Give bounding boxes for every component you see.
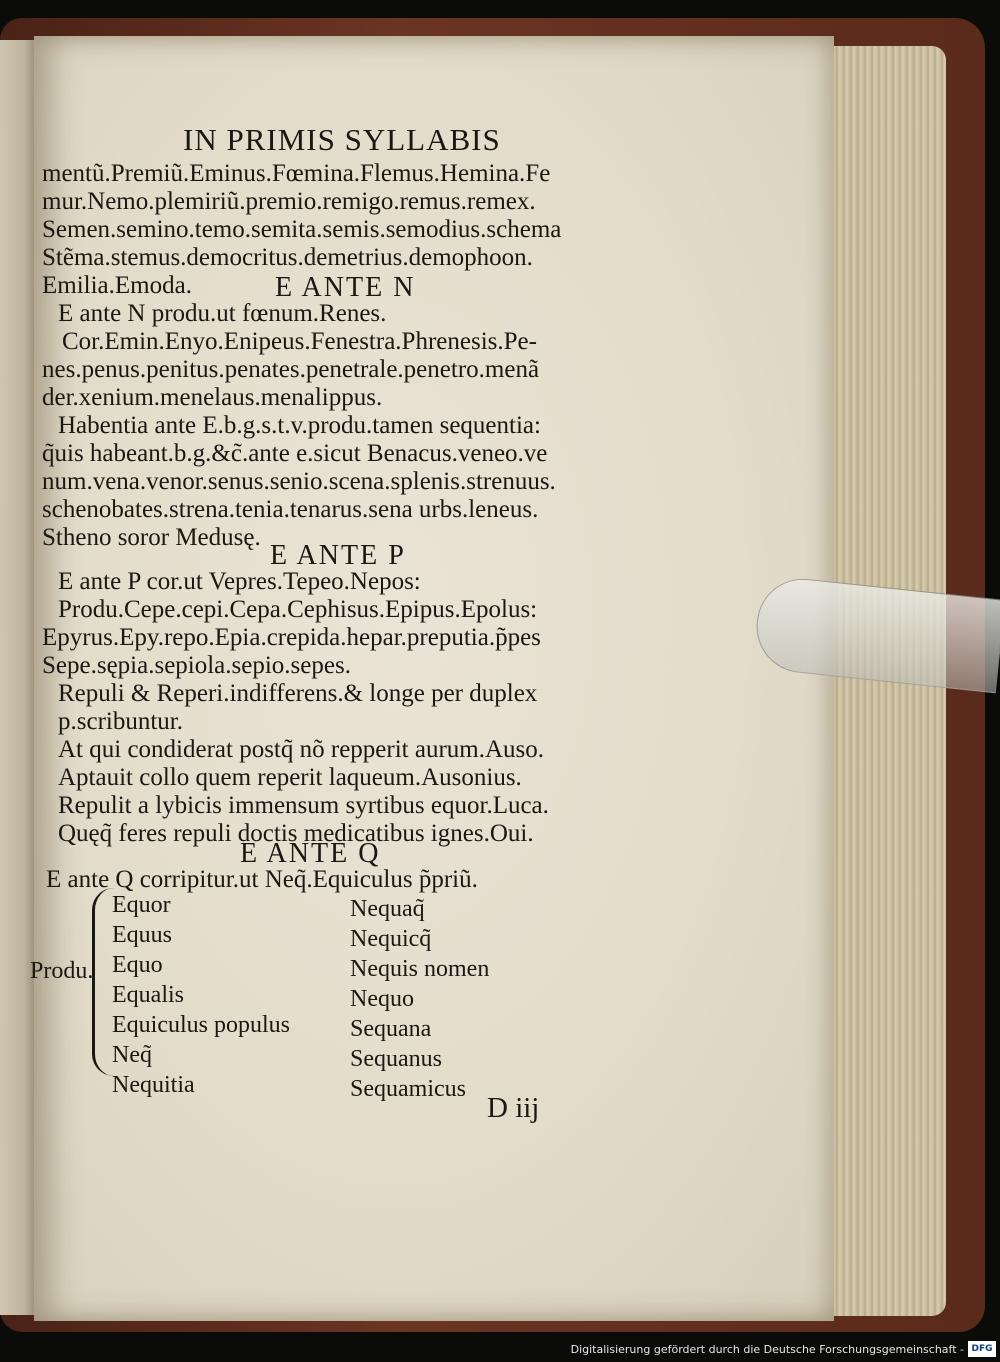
text-line: Produ.Cepe.cepi.Cepa.Cephisus.Epipus.Epolus:: [58, 596, 538, 623]
list-item: Equo: [112, 952, 163, 978]
text-line: Sepe.sępia.sepiola.sepio.sepes.: [42, 652, 351, 679]
dfg-logo: DFG: [968, 1341, 996, 1357]
text-line: Epyrus.Epy.repo.Epia.crepida.hepar.preputia.p̃pes: [42, 624, 541, 651]
list-item: Equus: [112, 922, 172, 948]
text-line: Emilia.Emoda.: [42, 272, 192, 299]
list-item: Nequaq̃: [350, 896, 425, 922]
list-item: Equor: [112, 892, 171, 918]
footer-credit: Digitalisierung gefördert durch die Deutsche Forschungsgemeinschaft -: [570, 1343, 964, 1356]
text-line: schenobates.strena.tenia.tenarus.sena urbs.leneus.: [42, 496, 539, 523]
text-line: E ante N produ.ut fœnum.Renes.: [58, 300, 387, 327]
text-line: Stheno soror Medusę.: [42, 524, 261, 551]
text-line: nes.penus.penitus.penates.penetrale.penetro.menã: [42, 356, 540, 383]
list-item: Sequamicus: [350, 1076, 466, 1102]
list-item: Nequo: [350, 986, 414, 1012]
text-line: Quęq̃ feres repuli doctis medicatibus ignes.Oui.: [58, 820, 534, 847]
list-item: Sequanus: [350, 1046, 442, 1072]
produ-label: Produ.: [30, 958, 94, 984]
text-line: mur.Nemo.plemiriũ.premio.remigo.remus.remex.: [42, 188, 536, 215]
word-column-left: [112, 890, 290, 1100]
list-item: Sequana: [350, 1016, 432, 1042]
list-item: Equalis: [112, 982, 184, 1008]
text-line: q̃uis habeant.b.g.&c̃.ante e.sicut Benacus.veneo.ve: [42, 440, 548, 467]
list-item: Neq̃: [112, 1042, 152, 1068]
text-line: Stẽma.stemus.democritus.demetrius.demophoon.: [42, 244, 533, 271]
text-line: Habentia ante E.b.g.s.t.v.produ.tamen sequentia:: [58, 412, 541, 439]
text-line: Semen.semino.temo.semita.semis.semodius.schema: [42, 216, 562, 243]
text-line: Cor.Emin.Enyo.Enipeus.Fenestra.Phrenesis.Pe-: [62, 328, 537, 355]
section-heading: E ANTE P: [270, 540, 406, 571]
section-heading: E ANTE Q: [240, 838, 381, 869]
list-item: Equiculus populus: [112, 1012, 290, 1038]
text-line: Repulit a lybicis immensum syrtibus equor.Luca.: [58, 792, 549, 819]
text-line: Repuli & Reperi.indifferens.& longe per duplex: [58, 680, 538, 707]
text-line: der.xenium.menelaus.menalippus.: [42, 384, 383, 411]
text-line: p.scribuntur.: [58, 708, 183, 735]
text-line: num.vena.venor.senus.senio.scena.splenis.strenuus.: [42, 468, 556, 495]
list-item: Nequitia: [112, 1072, 195, 1098]
signature-mark: D iij: [487, 1092, 540, 1124]
text-line: E ante Q corripitur.ut Neq̃.Equiculus p̃priũ.: [46, 866, 478, 893]
running-head: IN PRIMIS SYLLABIS: [183, 122, 501, 157]
section-heading: E ANTE N: [275, 272, 416, 303]
list-item: Nequicq̃: [350, 926, 432, 952]
list-item: Nequis nomen: [350, 956, 490, 982]
text-line: At qui condiderat postq̃ nõ repperit aurum.Auso.: [58, 736, 545, 763]
word-column-right: [350, 894, 489, 1104]
text-line: Aptauit collo quem reperit laqueum.Ausonius.: [58, 764, 522, 791]
text-line: mentũ.Premiũ.Eminus.Fœmina.Flemus.Hemina.Fe: [42, 160, 551, 187]
text-line: E ante P cor.ut Vepres.Tepeo.Nepos:: [58, 568, 421, 595]
